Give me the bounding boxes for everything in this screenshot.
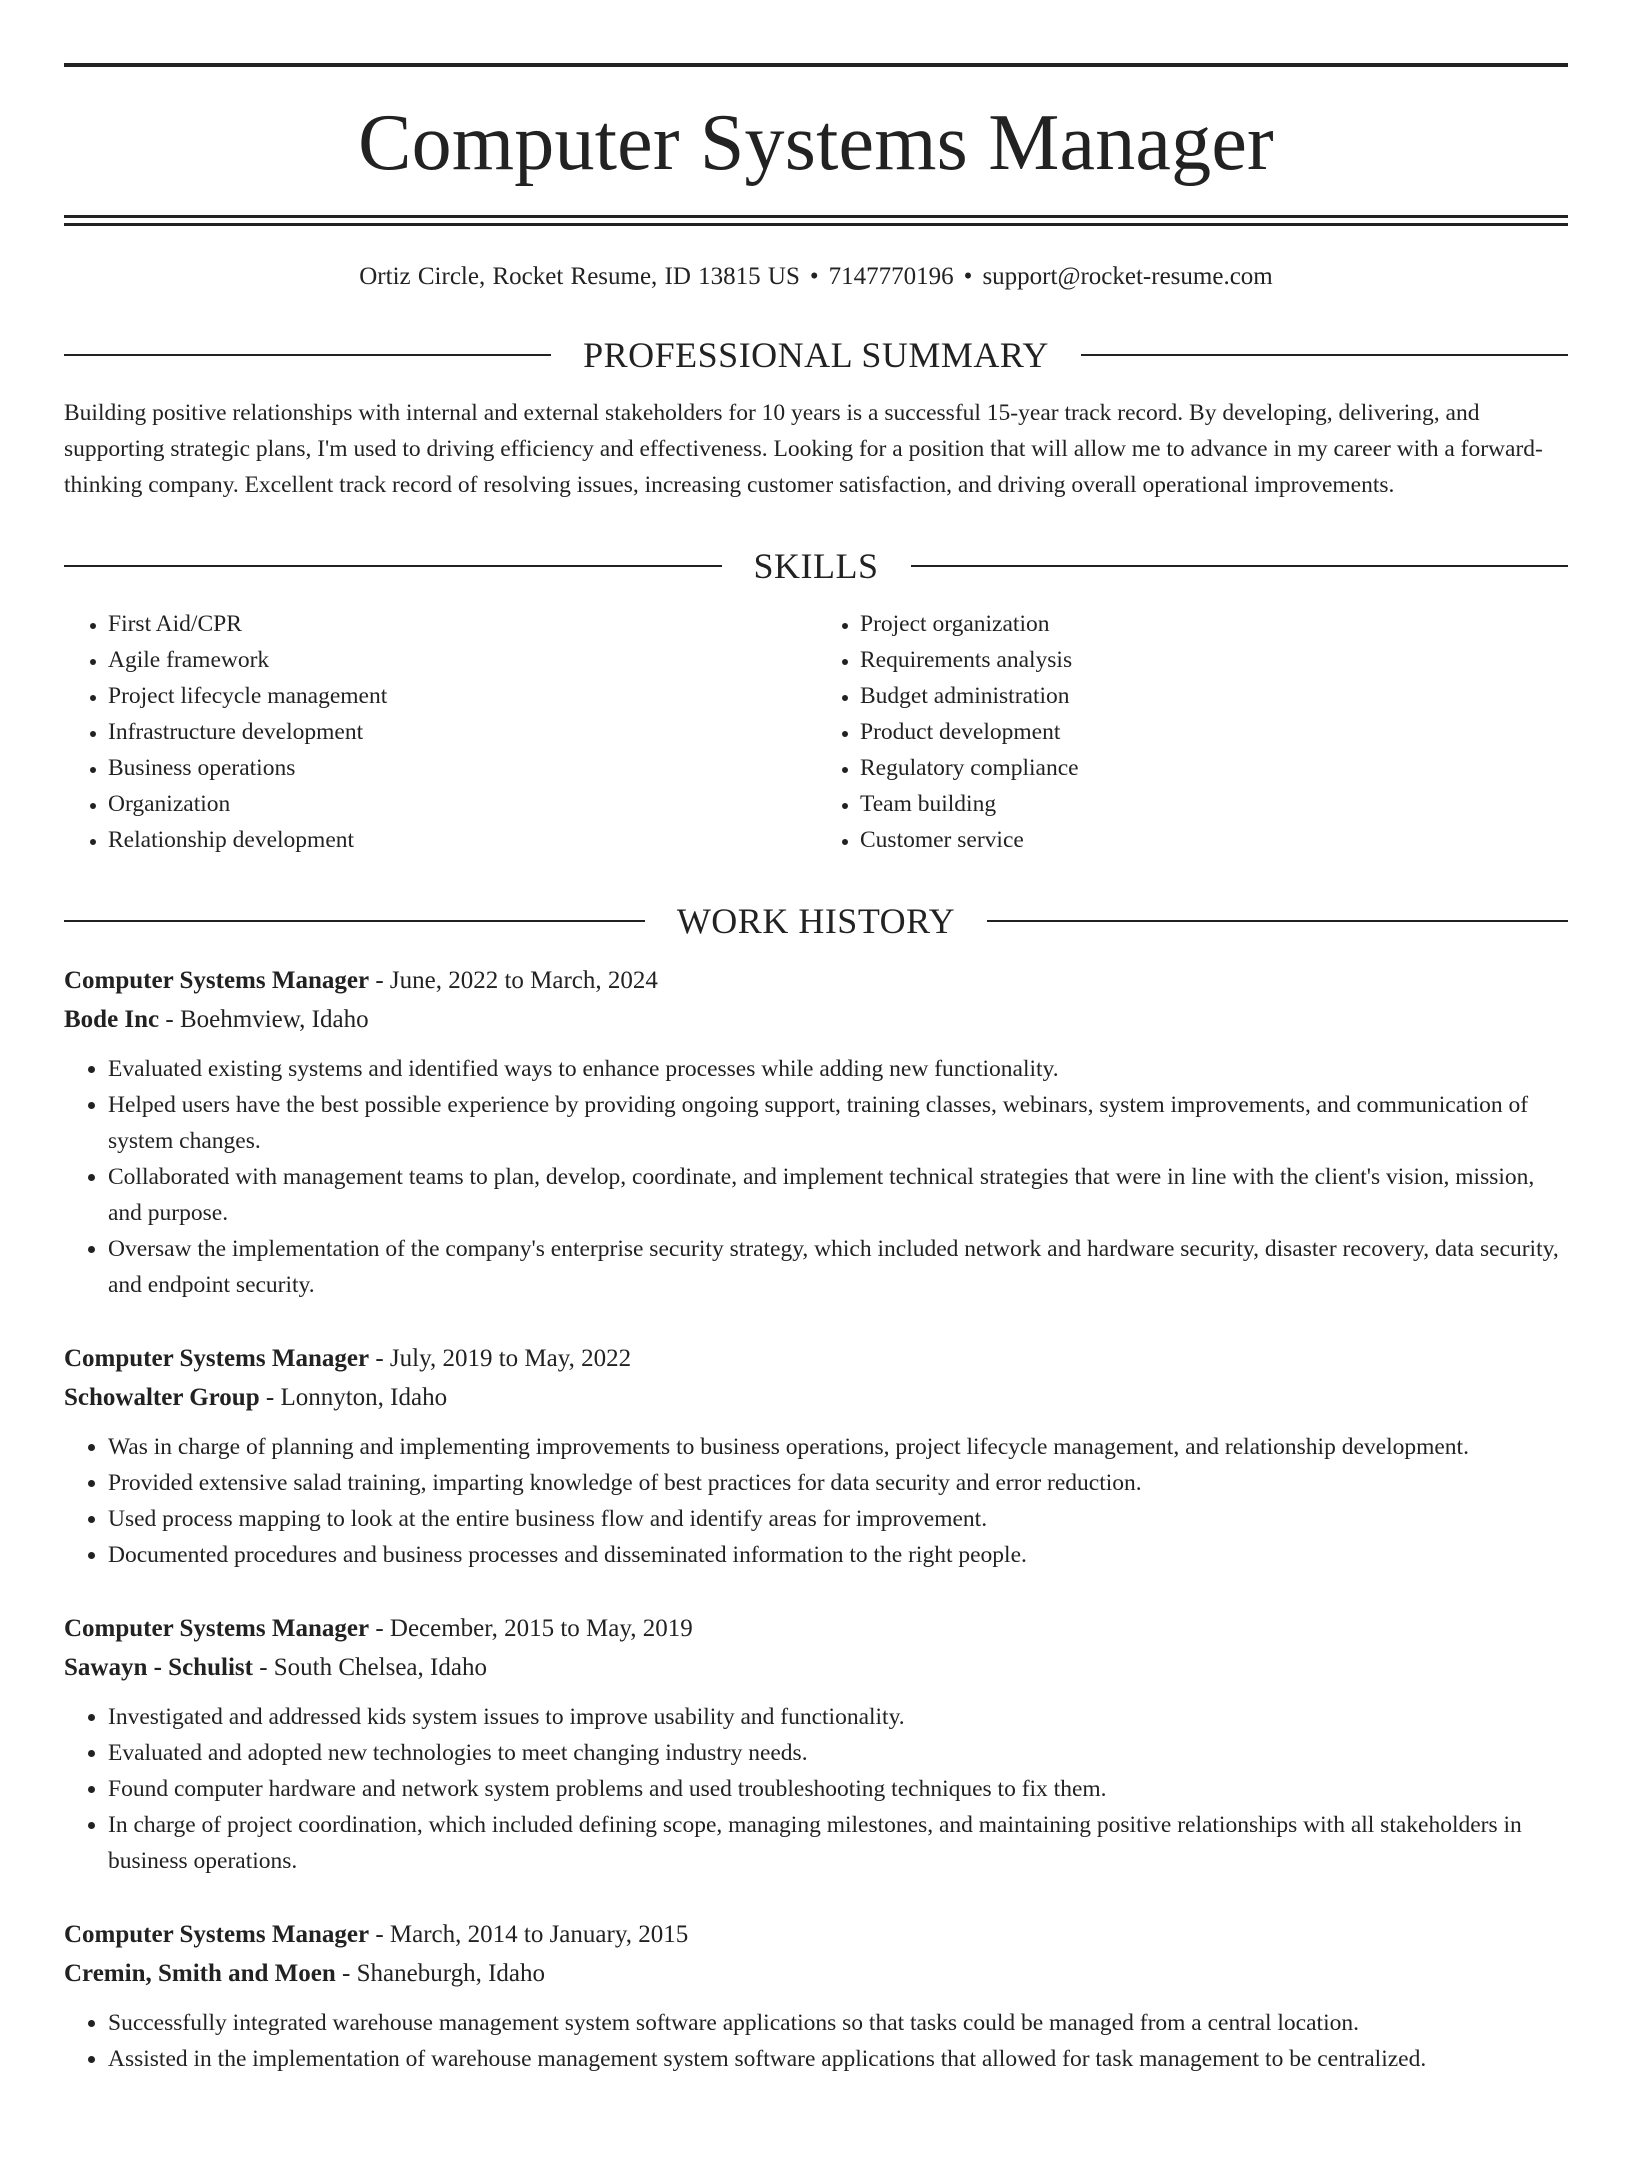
skill-item: • Requirements analysis	[860, 642, 1568, 678]
job-location: - Boehmview, Idaho	[159, 1006, 369, 1033]
job-bullet: • Collaborated with management teams to plan, develop, coordinate, and implement technical strategies that were in line with the client's vision, mission, and purpose.	[108, 1159, 1568, 1231]
skill-item: • Customer service	[860, 822, 1568, 858]
job-company-line	[64, 1954, 1568, 1993]
contact-separator: •	[963, 263, 973, 290]
skills-column-right	[816, 606, 1568, 858]
job-bullet: • In charge of project coordination, which included defining scope, managing milestones, and maintaining positive relationships with all stakeholders in business operations.	[108, 1807, 1568, 1879]
job-bullets	[64, 1429, 1568, 1573]
job-role-line	[64, 1609, 1568, 1648]
job-bullet: • Documented procedures and business processes and disseminated information to the right people.	[108, 1537, 1568, 1573]
resume-title: Computer Systems Manager	[358, 99, 1274, 187]
job-role-line	[64, 961, 1568, 1000]
section-rule	[64, 354, 551, 356]
job-bullet: • Evaluated existing systems and identified ways to enhance processes while adding new functionality.	[108, 1051, 1568, 1087]
job-bullet: • Provided extensive salad training, imparting knowledge of best practices for data security and error reduction.	[108, 1465, 1568, 1501]
skill-item: • Organization	[108, 786, 816, 822]
job-company: Schowalter Group	[64, 1384, 260, 1411]
job-company: Bode Inc	[64, 1006, 160, 1033]
skill-item: • Team building	[860, 786, 1568, 822]
job-role: Computer Systems Manager	[64, 1921, 370, 1948]
section-title: PROFESSIONAL SUMMARY	[583, 335, 1049, 375]
skill-item: • Relationship development	[108, 822, 816, 858]
job-bullet: • Found computer hardware and network system problems and used troubleshooting techniques to fix them.	[108, 1771, 1568, 1807]
job-company-line	[64, 1648, 1568, 1687]
section-title: SKILLS	[753, 546, 879, 586]
job-dates: - June, 2022 to March, 2024	[369, 967, 658, 994]
job-bullet: • Assisted in the implementation of warehouse management system software applications that allowed for task management to be centralized.	[108, 2041, 1568, 2077]
top-rule	[64, 63, 1568, 67]
job-location: - Shaneburgh, Idaho	[335, 1960, 545, 1987]
job-company-line	[64, 1000, 1568, 1039]
section-rule	[64, 920, 645, 922]
job-role-line	[64, 1339, 1568, 1378]
contact-separator: •	[809, 263, 819, 290]
job-company: Sawayn - Schulist	[64, 1654, 253, 1681]
section-header-summary	[64, 337, 1568, 373]
skill-item: • Agile framework	[108, 642, 816, 678]
section-rule	[911, 565, 1569, 567]
double-rule	[64, 215, 1568, 226]
job-bullet: • Oversaw the implementation of the company's enterprise security strategy, which included network and hardware security, disaster recovery, data security, and endpoint security.	[108, 1231, 1568, 1303]
job-bullets	[64, 1051, 1568, 1303]
section-rule	[64, 565, 722, 567]
section-rule	[987, 920, 1568, 922]
section-header-work-history	[64, 903, 1568, 939]
skill-item: • Infrastructure development	[108, 714, 816, 750]
job-entry	[64, 961, 1568, 1303]
job-bullet: • Evaluated and adopted new technologies to meet changing industry needs.	[108, 1735, 1568, 1771]
contact-line	[64, 262, 1568, 292]
skill-item: • Project organization	[860, 606, 1568, 642]
job-bullet: • Was in charge of planning and implementing improvements to business operations, project lifecycle management, and relationship development.	[108, 1429, 1568, 1465]
job-bullet: • Successfully integrated warehouse management system software applications so that tasks could be managed from a central location.	[108, 2005, 1568, 2041]
job-bullet: • Used process mapping to look at the entire business flow and identify areas for improvement.	[108, 1501, 1568, 1537]
section-title: WORK HISTORY	[676, 901, 956, 941]
job-bullets	[64, 2005, 1568, 2077]
skill-item: • Project lifecycle management	[108, 678, 816, 714]
job-company: Cremin, Smith and Moen	[64, 1960, 336, 1987]
contact-phone: 7147770196	[828, 263, 954, 290]
contact-address: Ortiz Circle, Rocket Resume, ID 13815 US	[359, 263, 800, 290]
job-entry	[64, 1339, 1568, 1573]
job-role: Computer Systems Manager	[64, 1345, 370, 1372]
job-dates: - July, 2019 to May, 2022	[369, 1345, 632, 1372]
resume-page	[0, 63, 1632, 2175]
section-header-skills	[64, 548, 1568, 584]
skills-list	[64, 606, 1568, 858]
job-location: - South Chelsea, Idaho	[252, 1654, 487, 1681]
job-dates: - December, 2015 to May, 2019	[369, 1615, 693, 1642]
job-role: Computer Systems Manager	[64, 967, 370, 994]
job-bullet: • Helped users have the best possible experience by providing ongoing support, training classes, webinars, system improvements, and communication of system changes.	[108, 1087, 1568, 1159]
section-rule	[1081, 354, 1568, 356]
job-dates: - March, 2014 to January, 2015	[369, 1921, 689, 1948]
skill-item: • Budget administration	[860, 678, 1568, 714]
skill-item: • Product development	[860, 714, 1568, 750]
job-bullets	[64, 1699, 1568, 1879]
job-role: Computer Systems Manager	[64, 1615, 370, 1642]
skills-column-left	[64, 606, 816, 858]
job-entry	[64, 1609, 1568, 1879]
job-role-line	[64, 1915, 1568, 1954]
job-bullet: • Investigated and addressed kids system issues to improve usability and functionality.	[108, 1699, 1568, 1735]
job-entry	[64, 1915, 1568, 2077]
skill-item: • Business operations	[108, 750, 816, 786]
contact-email: support@rocket-resume.com	[982, 263, 1273, 290]
skill-item: • First Aid/CPR	[108, 606, 816, 642]
job-company-line	[64, 1378, 1568, 1417]
job-location: - Lonnyton, Idaho	[259, 1384, 448, 1411]
skill-item: • Regulatory compliance	[860, 750, 1568, 786]
summary-text: Building positive relationships with internal and external stakeholders for 10 years is a successful 15-year track record. By developing, delivering, and supporting strategic plans, I'm used to driving efficiency and effectiveness. Looking for a position that will allow me to advance in my career with a forward-thinking company. Excellent track record of resolving issues, increasing customer satisfaction, and driving overall operational improvements.	[64, 400, 1543, 498]
